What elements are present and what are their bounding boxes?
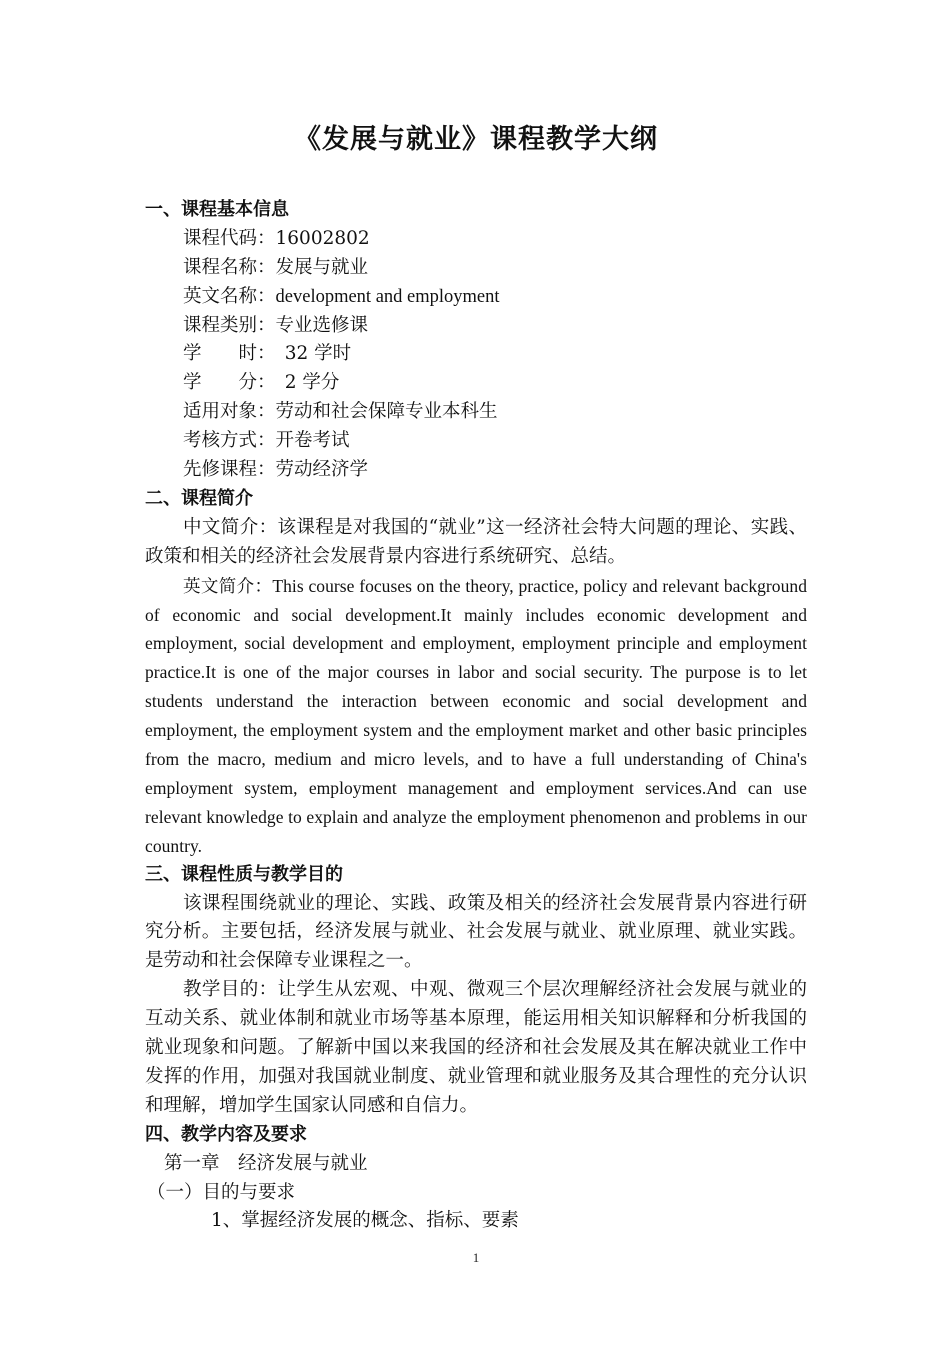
field-value: development and employment — [275, 286, 500, 307]
field-credits — [145, 369, 807, 398]
field-hours — [145, 340, 807, 369]
field-prerequisite — [145, 456, 807, 485]
field-label: 英文名称： — [183, 285, 276, 307]
section-heading-intro: 二、课程简介 — [145, 487, 253, 509]
field-label: 课程类别： — [183, 314, 276, 336]
chapter-heading: 第一章 经济发展与就业 — [164, 1152, 368, 1174]
field-value: 32 学时 — [266, 343, 352, 365]
field-value: 16002802 — [275, 227, 370, 249]
field-assessment — [145, 427, 807, 456]
chinese-intro-paragraph: 中文简介：该课程是对我国的“就业”这一经济社会特大问题的理论、实践、政策和相关的经济社会发展背景内容进行系统研究、总结。 — [145, 516, 807, 567]
purpose-paragraph: 教学目的：让学生从宏观、中观、微观三个层次理解经济社会发展与就业的互动关系、就业体制和就业市场等基本原理，能运用相关知识解释和分析我国的就业现象和问题。了解新中国以来我国的经济和社会发展及其在解决就业工作中发挥的作用，加强对我国就业制度、就业管理和就业服务及其合理性的充分认识和理解，增加学生国家认同感和自信力。 — [145, 979, 807, 1116]
nature-paragraph: 该课程围绕就业的理论、实践、政策及相关的经济社会发展背景内容进行研究分析。主要包括，经济发展与就业、社会发展与就业、就业原理、就业实践。是劳动和社会保障专业课程之一。 — [145, 892, 807, 972]
document-body — [145, 196, 807, 1236]
field-label: 课程代码： — [183, 227, 276, 249]
field-label: 适用对象： — [183, 401, 276, 423]
field-label: 课程名称： — [183, 256, 276, 278]
subsection-heading: （一）目的与要求 — [147, 1181, 296, 1203]
field-audience — [145, 398, 807, 427]
document-title: 《发展与就业》课程教学大纲 — [294, 124, 658, 155]
field-value: 劳动经济学 — [275, 459, 369, 481]
field-label: 先修课程： — [183, 459, 276, 481]
list-item: 1、掌握经济发展的概念、指标、要素 — [211, 1210, 519, 1232]
field-course-category — [145, 312, 807, 341]
section-heading-nature-purpose: 三、课程性质与教学目的 — [145, 863, 343, 885]
field-value: 专业选修课 — [275, 314, 369, 336]
field-value: 开卷考试 — [275, 430, 350, 452]
field-label: 考核方式： — [183, 430, 276, 452]
field-course-name — [145, 254, 807, 283]
field-value: 2 学分 — [266, 372, 340, 394]
section-heading-content: 四、教学内容及要求 — [145, 1123, 307, 1145]
field-value: 发展与就业 — [275, 256, 369, 278]
field-value: 劳动和社会保障专业本科生 — [275, 401, 498, 423]
page-number: 1 — [472, 1250, 480, 1265]
field-label: 学 分： — [183, 372, 267, 394]
field-english-name — [145, 283, 807, 312]
field-label: 学 时： — [183, 343, 267, 365]
section-heading-basic-info: 一、课程基本信息 — [145, 199, 289, 220]
english-intro-paragraph: 英文简介：This course focuses on the theory, practice, policy and relevant background of economic and social development.It mainly includes economic development and employment, social development and employment, employment principle and employment practice.It is one of the major courses in labor and social security. The purpose is to let students understand the interaction between economic and social development and employment, the employment system and the employment market and other basic principles from the macro, medium and micro levels, and to have a full understanding of China's employment system, employment management and employment services.And can use relevant knowledge to explain and analyze the employment phenomenon and problems in our country. — [145, 575, 807, 856]
field-course-code — [145, 225, 807, 254]
